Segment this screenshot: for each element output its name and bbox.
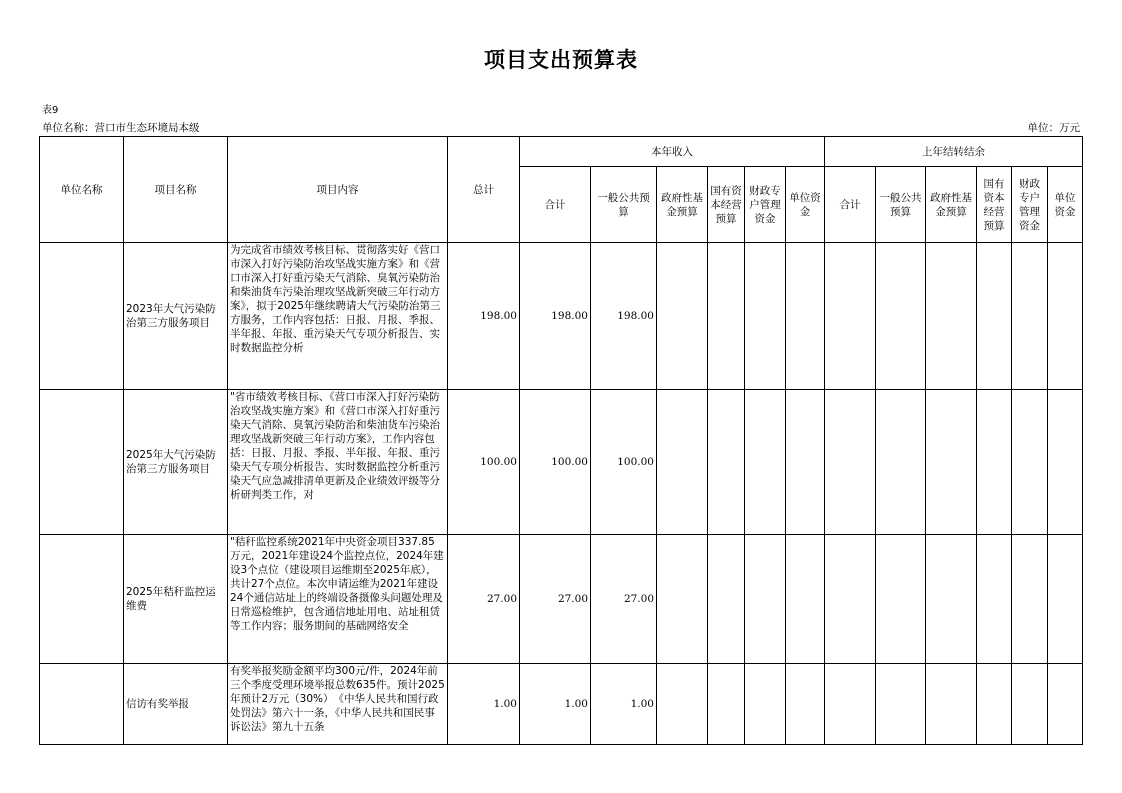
- table-row: [40, 243, 1083, 390]
- empty-cell: [926, 243, 977, 390]
- header-co-fiscal-special: 财政专户管理资金: [1012, 167, 1048, 243]
- empty-cell: [926, 535, 977, 664]
- empty-cell: [786, 535, 825, 664]
- empty-cell: [708, 243, 745, 390]
- row-unit: [40, 243, 124, 390]
- row-project-content: 为完成省市绩效考核目标、贯彻落实好《营口市深入打好污染防治攻坚战实施方案》和《营口市深入打好重污染天气消除、臭氧污染防治和柴油货车污染治理攻坚战新突破三年行动方案》，拟于2025年继续聘请大气污染防治第三方服务，工作内容包括：日报、月报、季报、半年报、年报、重污染天气专项分析报告、实时数据监控分析: [228, 243, 448, 390]
- table-row: [40, 664, 1083, 745]
- empty-cell: [745, 390, 786, 535]
- empty-cell: [745, 243, 786, 390]
- header-current-income: 本年收入: [520, 137, 825, 167]
- empty-cell: [786, 243, 825, 390]
- row-unit: [40, 390, 124, 535]
- empty-cell: [825, 535, 876, 664]
- header-co-unit-fund: 单位资金: [1048, 167, 1083, 243]
- table-row: [40, 390, 1083, 535]
- row-unit: [40, 535, 124, 664]
- empty-cell: [657, 664, 708, 745]
- header-co-subtotal: 合计: [825, 167, 876, 243]
- header-unit-name: 单位名称: [40, 137, 124, 243]
- header-co-general: 一般公共预算: [876, 167, 926, 243]
- row-project-name: 2025年大气污染防治第三方服务项目: [124, 390, 228, 535]
- empty-cell: [708, 664, 745, 745]
- header-co-gov-fund: 政府性基金预算: [926, 167, 977, 243]
- row-project-name: 2023年大气污染防治第三方服务项目: [124, 243, 228, 390]
- header-cur-state-capital: 国有资本经营预算: [708, 167, 745, 243]
- header-total: 总计: [448, 137, 520, 243]
- table-number: 表9: [42, 105, 59, 116]
- header-project-content: 项目内容: [228, 137, 448, 243]
- empty-cell: [1048, 664, 1083, 745]
- empty-cell: [786, 390, 825, 535]
- row-project-name: 2025年秸秆监控运维费: [124, 535, 228, 664]
- row-total: 27.00: [448, 535, 520, 664]
- empty-cell: [926, 390, 977, 535]
- page-title: 项目支出预算表: [484, 48, 638, 72]
- empty-cell: [825, 243, 876, 390]
- empty-cell: [657, 390, 708, 535]
- empty-cell: [708, 390, 745, 535]
- empty-cell: [1012, 664, 1048, 745]
- empty-cell: [977, 390, 1012, 535]
- empty-cell: [1012, 390, 1048, 535]
- row-project-name: 信访有奖举报: [124, 664, 228, 745]
- row-cur-general: 100.00: [591, 390, 657, 535]
- row-cur-general: 198.00: [591, 243, 657, 390]
- empty-cell: [657, 535, 708, 664]
- empty-cell: [1048, 535, 1083, 664]
- table-row: [40, 535, 1083, 664]
- row-total: 1.00: [448, 664, 520, 745]
- empty-cell: [876, 535, 926, 664]
- empty-cell: [825, 390, 876, 535]
- row-cur-subtotal: 1.00: [520, 664, 591, 745]
- unit-name-line: 单位名称：营口市生态环境局本级: [42, 122, 200, 134]
- empty-cell: [1048, 390, 1083, 535]
- empty-cell: [1012, 535, 1048, 664]
- row-total: 198.00: [448, 243, 520, 390]
- header-cur-unit-fund: 单位资金: [786, 167, 825, 243]
- header-cur-general: 一般公共预算: [591, 167, 657, 243]
- empty-cell: [926, 664, 977, 745]
- empty-cell: [786, 664, 825, 745]
- empty-cell: [825, 664, 876, 745]
- empty-cell: [1048, 243, 1083, 390]
- row-unit: [40, 664, 124, 745]
- header-cur-subtotal: 合计: [520, 167, 591, 243]
- empty-cell: [876, 243, 926, 390]
- header-carryover: 上年结转结余: [825, 137, 1083, 167]
- row-project-content: "秸秆监控系统2021年中央资金项目337.85万元，2021年建设24个监控点位，2024年建设3个点位（建设项目运维期至2025年底），共计27个点位。本次申请运维为2021年建设24个通信站址上的终端设备摄像头问题处理及日常巡检维护，包含通信地址用电、站址租赁等工作内容；服务期间的基础网络安全: [228, 535, 448, 664]
- currency-unit: 单位：万元: [1027, 122, 1080, 134]
- empty-cell: [977, 535, 1012, 664]
- header-co-state-capital: 国有资本经营预算: [977, 167, 1012, 243]
- row-cur-general: 1.00: [591, 664, 657, 745]
- budget-table: [39, 136, 1083, 745]
- header-cur-gov-fund: 政府性基金预算: [657, 167, 708, 243]
- empty-cell: [977, 243, 1012, 390]
- header-cur-fiscal-special: 财政专户管理资金: [745, 167, 786, 243]
- empty-cell: [745, 535, 786, 664]
- empty-cell: [1012, 243, 1048, 390]
- row-total: 100.00: [448, 390, 520, 535]
- empty-cell: [657, 243, 708, 390]
- row-cur-subtotal: 198.00: [520, 243, 591, 390]
- empty-cell: [977, 664, 1012, 745]
- header-project-name: 项目名称: [124, 137, 228, 243]
- row-cur-subtotal: 100.00: [520, 390, 591, 535]
- row-project-content: 有奖举报奖励金额平均300元/件，2024年前三个季度受理环境举报总数635件。预计2025年预计2万元（30%） 《中华人民共和国行政处罚法》第六十一条，《中华人民共和国民事诉讼法》第九十五条: [228, 664, 448, 745]
- row-cur-general: 27.00: [591, 535, 657, 664]
- empty-cell: [876, 664, 926, 745]
- row-project-content: "省市绩效考核目标、《营口市深入打好污染防治攻坚战实施方案》和《营口市深入打好重污染天气消除、臭氧污染防治和柴油货车污染治理攻坚战新突破三年行动方案》，工作内容包括：日报、月报、季报、半年报、年报、重污染天气专项分析报告、实时数据监控分析重污染天气应急减排清单更新及企业绩效评级等分析研判类工作，对: [228, 390, 448, 535]
- empty-cell: [745, 664, 786, 745]
- empty-cell: [708, 535, 745, 664]
- empty-cell: [876, 390, 926, 535]
- row-cur-subtotal: 27.00: [520, 535, 591, 664]
